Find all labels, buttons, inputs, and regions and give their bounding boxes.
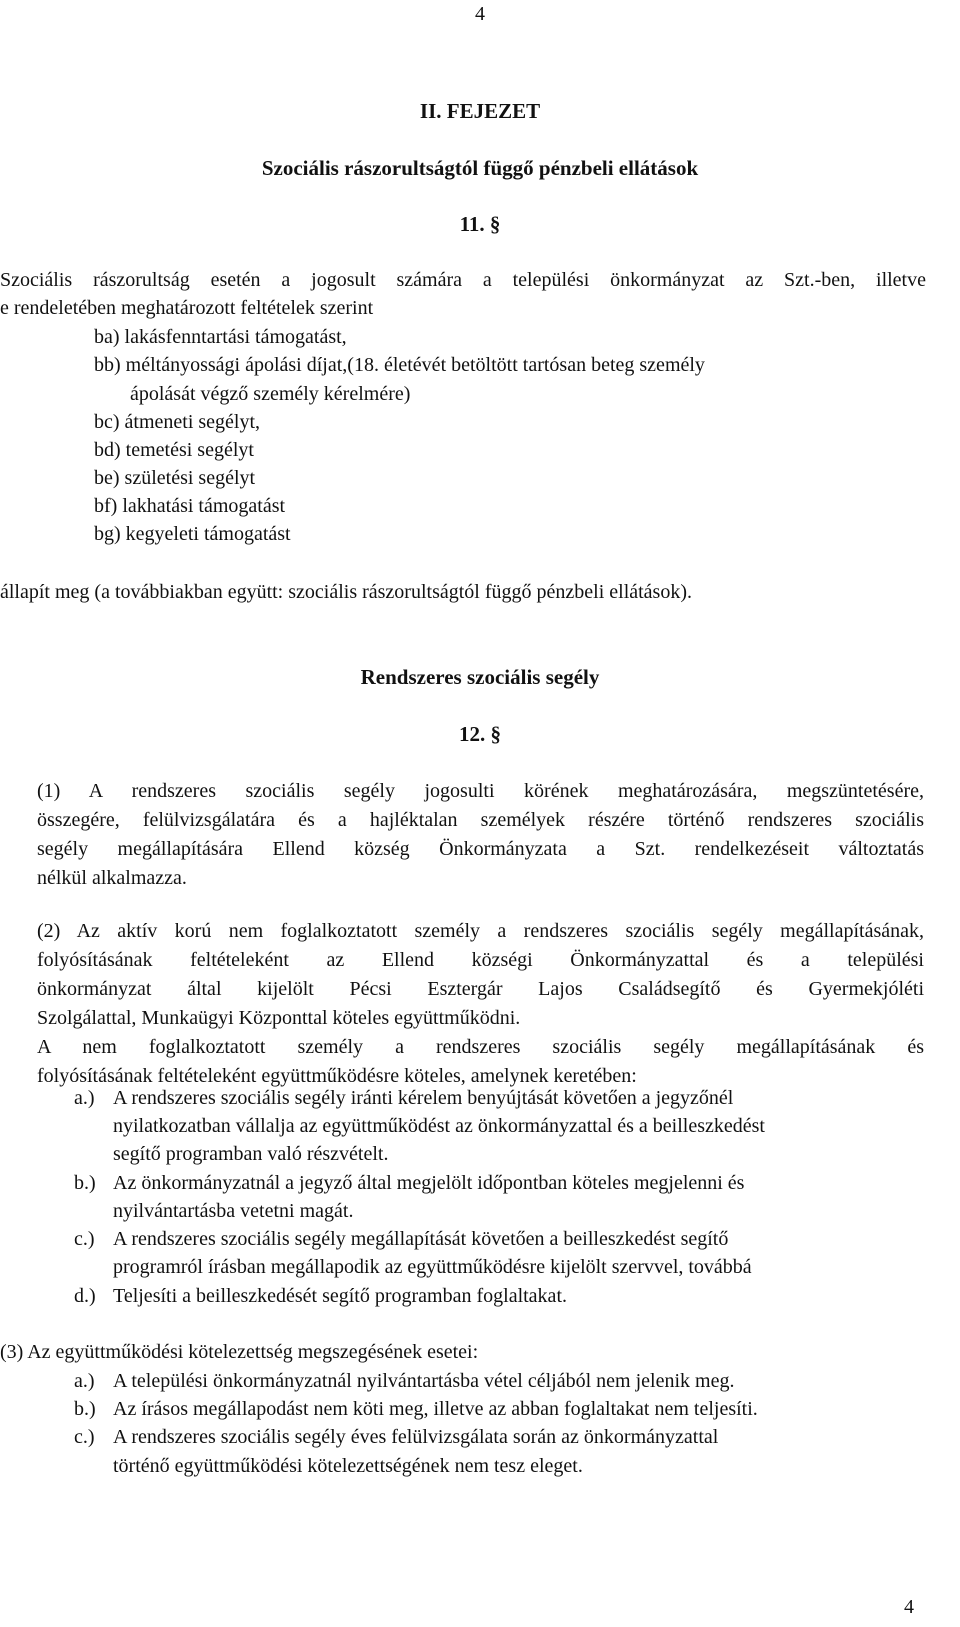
paragraph-line: segély megállapítására Ellend község Önkormányzata a Szt. rendelkezéseit változtatás	[37, 838, 924, 860]
p2-item-a-cont: nyilatkozatban vállalja az együttműködést az önkormányzattal és a beilleszkedést	[113, 1115, 765, 1137]
p2-item-c-cont: programról írásban megállapodik az együttműködésre kijelölt szervvel, továbbá	[113, 1256, 752, 1278]
list-item-bg: bg) kegyeleti támogatást	[94, 523, 291, 545]
list-item-bb: bb) méltányossági ápolási díjat,(18. életévét betöltött tartósan beteg személy	[94, 354, 705, 376]
chapter-subtitle: Szociális rászorultságtól függő pénzbeli ellátások	[261, 156, 699, 180]
item-label: b.)	[74, 1172, 96, 1194]
item-text: A települési önkormányzatnál nyilvántartásba vétel céljából nem jelenik meg.	[113, 1370, 735, 1392]
chapter-title: II. FEJEZET	[419, 99, 541, 123]
paragraph-line: (2) Az aktív korú nem foglalkoztatott személy a rendszeres szociális segély megállapításának,	[37, 920, 924, 942]
p2-item-a	[74, 1084, 733, 1112]
paragraph-3: (3) Az együttműködési kötelezettség megszegésének esetei:	[0, 1341, 479, 1363]
item-label: d.)	[74, 1285, 96, 1307]
item-text: A rendszeres szociális segély megállapítását követően a beilleszkedést segítő	[113, 1228, 729, 1250]
page-number-bottom: 4	[904, 1596, 914, 1618]
item-label: a.)	[74, 1087, 95, 1109]
list-item-bc: bc) átmeneti segélyt,	[94, 411, 261, 433]
paragraph-line: A nem foglalkoztatott személy a rendszeres szociális segély megállapításának és	[37, 1036, 924, 1058]
p2-item-b	[74, 1169, 744, 1197]
intro-line: Szociális rászorultság esetén a jogosult számára a települési önkormányzat az Szt.-ben, illetve	[0, 269, 926, 291]
paragraph-line: összegére, felülvizsgálatára és a hajléktalan személyek részére történő rendszeres szociális	[37, 809, 924, 831]
item-text: A rendszeres szociális segély iránti kérelem benyújtását követően a jegyzőnél	[113, 1087, 734, 1109]
p2-item-b-cont: nyilvántartásba vetetni magát.	[113, 1200, 354, 1222]
paragraph-1	[37, 777, 924, 893]
list-item-ba: ba) lakásfenntartási támogatást,	[94, 326, 347, 348]
paragraph-line: folyósításának feltételeként együttműködésre köteles, amelynek keretében:	[37, 1065, 637, 1087]
p2-item-a-cont: segítő programban való részvételt.	[113, 1143, 389, 1165]
p3-item-a	[74, 1367, 734, 1395]
section-11-number: 11. §	[459, 212, 501, 236]
page-number-top: 4	[475, 3, 485, 25]
section-12-heading: Rendszeres szociális segély	[360, 665, 600, 689]
paragraph-line: nélkül alkalmazza.	[37, 867, 187, 889]
item-text: Teljesíti a beilleszkedését segítő programban foglaltakat.	[113, 1285, 567, 1307]
item-label: a.)	[74, 1370, 95, 1392]
section-11-intro	[0, 266, 926, 322]
list-item-bd: bd) temetési segélyt	[94, 439, 254, 461]
item-text: Az önkormányzatnál a jegyző által megjelölt időpontban köteles megjelenni és	[113, 1172, 745, 1194]
list-item-bf: bf) lakhatási támogatást	[94, 495, 286, 517]
p2-item-d	[74, 1282, 567, 1310]
item-label: c.)	[74, 1426, 95, 1448]
intro-line: e rendeletében meghatározott feltételek szerint	[0, 297, 374, 319]
paragraph-line: Szolgálattal, Munkaügyi Központtal köteles együttműködni.	[37, 1007, 521, 1029]
p3-item-c-cont: történő együttműködési kötelezettségének nem tesz eleget.	[113, 1455, 583, 1477]
p3-item-c	[74, 1423, 718, 1451]
paragraph-line: önkormányzat által kijelölt Pécsi Esztergár Lajos Családsegítő és Gyermekjóléti	[37, 978, 924, 1000]
paragraph-line: (1) A rendszeres szociális segély jogosulti körének meghatározására, megszüntetésére,	[37, 780, 924, 802]
list-item-be: be) születési segélyt	[94, 467, 256, 489]
section-11-closing: állapít meg (a továbbiakban együtt: szociális rászorultságtól függő pénzbeli ellátások).	[0, 581, 693, 603]
paragraph-line: folyósításának feltételeként az Ellend községi Önkormányzattal és a települési	[37, 949, 924, 971]
item-text: A rendszeres szociális segély éves felülvizsgálata során az önkormányzattal	[113, 1426, 719, 1448]
p3-item-b	[74, 1395, 758, 1423]
item-label: c.)	[74, 1228, 95, 1250]
paragraph-2	[37, 917, 924, 1091]
section-12-number: 12. §	[459, 722, 501, 746]
item-text: Az írásos megállapodást nem köti meg, illetve az abban foglaltakat nem teljesíti.	[113, 1398, 758, 1420]
list-item-bb-continuation: ápolását végző személy kérelmére)	[130, 383, 411, 405]
item-label: b.)	[74, 1398, 96, 1420]
p2-item-c	[74, 1225, 728, 1253]
